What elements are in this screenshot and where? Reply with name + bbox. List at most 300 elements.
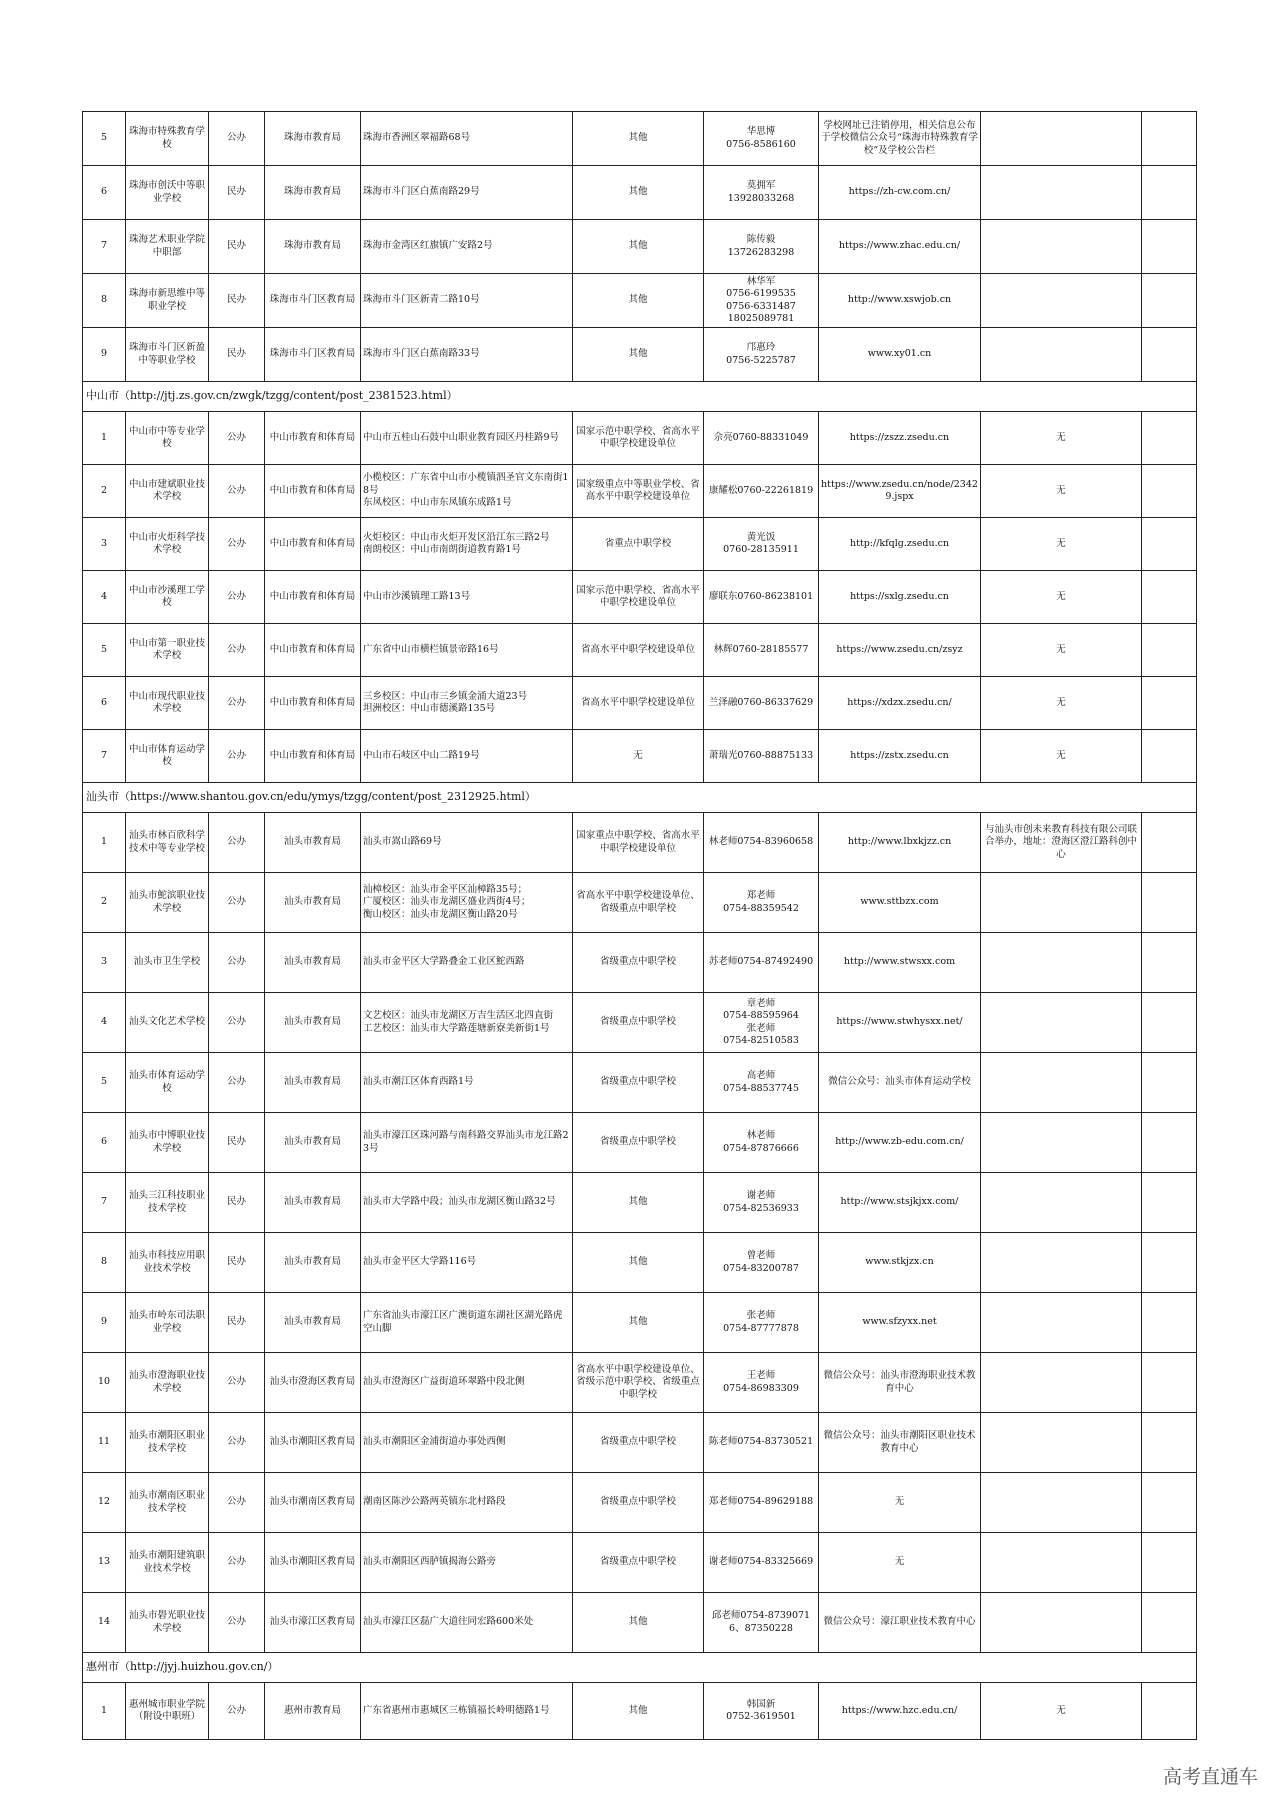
school-level-cell: 省级重点中职学校 — [573, 993, 704, 1053]
extra-cell — [1142, 328, 1197, 382]
school-name-cell: 中山市沙溪理工学校 — [126, 571, 209, 624]
row-number-cell: 11 — [83, 1413, 126, 1473]
remark-cell — [981, 1413, 1142, 1473]
school-name-cell: 汕头三江科技职业技术学校 — [126, 1173, 209, 1233]
row-number-cell: 6 — [83, 677, 126, 730]
table-row — [83, 1053, 1197, 1113]
remark-cell: 无 — [981, 730, 1142, 783]
school-name-cell: 汕头市澄海职业技术学校 — [126, 1353, 209, 1413]
school-name-cell: 惠州城市职业学院（附设中职班） — [126, 1683, 209, 1740]
table-row — [83, 993, 1197, 1053]
school-name-cell: 珠海市特殊教育学校 — [126, 112, 209, 166]
address-cell: 中山市五桂山石鼓中山职业教育园区丹桂路9号 — [361, 412, 573, 465]
section-header: 惠州市（http://jyj.huizhou.gov.cn/） — [83, 1653, 1197, 1683]
authority-cell: 汕头市潮南区教育局 — [265, 1473, 361, 1533]
contact-cell: 邱老师0754-87390716、87350228 — [704, 1593, 819, 1653]
school-name-cell: 汕头市体育运动学校 — [126, 1053, 209, 1113]
extra-cell — [1142, 465, 1197, 518]
row-number-cell: 14 — [83, 1593, 126, 1653]
school-type-cell: 公办 — [209, 571, 265, 624]
section-header-row — [83, 382, 1197, 412]
remark-cell — [981, 112, 1142, 166]
school-level-cell: 省高水平中职学校建设单位、省级重点中职学校 — [573, 873, 704, 933]
table-row — [83, 166, 1197, 220]
contact-cell: 王老师 0754-86983309 — [704, 1353, 819, 1413]
remark-cell: 无 — [981, 677, 1142, 730]
school-type-cell: 公办 — [209, 1683, 265, 1740]
school-name-cell: 汕头市潮南区职业技术学校 — [126, 1473, 209, 1533]
address-cell: 小榄校区：广东省中山市小榄镇泗圣官文东南街18号 东凤校区：中山市东凤镇东成路1号 — [361, 465, 573, 518]
school-level-cell: 省高水平中职学校建设单位 — [573, 677, 704, 730]
row-number-cell: 4 — [83, 571, 126, 624]
website-cell: http://www.lbxkjzz.cn — [819, 813, 981, 873]
row-number-cell: 12 — [83, 1473, 126, 1533]
school-name-cell: 汕头市中博职业技术学校 — [126, 1113, 209, 1173]
contact-cell: 郑老师0754-89629188 — [704, 1473, 819, 1533]
row-number-cell: 3 — [83, 518, 126, 571]
section-header-row — [83, 783, 1197, 813]
authority-cell: 中山市教育和体育局 — [265, 412, 361, 465]
authority-cell: 汕头市教育局 — [265, 1053, 361, 1113]
website-cell: www.stkjzx.cn — [819, 1233, 981, 1293]
row-number-cell: 2 — [83, 465, 126, 518]
school-level-cell: 其他 — [573, 274, 704, 328]
authority-cell: 中山市教育和体育局 — [265, 730, 361, 783]
contact-cell: 谢老师0754-83325669 — [704, 1533, 819, 1593]
row-number-cell: 8 — [83, 274, 126, 328]
address-cell: 汕头市澄海区广益街道环翠路中段北侧 — [361, 1353, 573, 1413]
table-row — [83, 274, 1197, 328]
website-cell: http://kfqlg.zsedu.cn — [819, 518, 981, 571]
contact-cell: 邝惠玲 0756-5225787 — [704, 328, 819, 382]
school-name-cell: 中山市建斌职业技术学校 — [126, 465, 209, 518]
remark-cell — [981, 1533, 1142, 1593]
address-cell: 广东省中山市横栏镇景帝路16号 — [361, 624, 573, 677]
extra-cell — [1142, 1683, 1197, 1740]
remark-cell: 无 — [981, 412, 1142, 465]
website-cell: http://www.stwsxx.com — [819, 933, 981, 993]
school-name-cell: 汕头文化艺术学校 — [126, 993, 209, 1053]
row-number-cell: 9 — [83, 328, 126, 382]
row-number-cell: 2 — [83, 873, 126, 933]
authority-cell: 汕头市教育局 — [265, 1293, 361, 1353]
school-level-cell: 国家示范中职学校、省高水平中职学校建设单位 — [573, 412, 704, 465]
address-cell: 汕樟校区：汕头市金平区汕樟路35号； 广厦校区：汕头市龙湖区盛业西街4号； 衡山校区：汕头市龙湖区衡山路20号 — [361, 873, 573, 933]
school-name-cell: 汕头市鮀滨职业技术学校 — [126, 873, 209, 933]
school-name-cell: 中山市体育运动学校 — [126, 730, 209, 783]
extra-cell — [1142, 220, 1197, 274]
remark-cell — [981, 1053, 1142, 1113]
contact-cell: 康耀松0760-22261819 — [704, 465, 819, 518]
table-row — [83, 112, 1197, 166]
website-cell: https://xdzx.zsedu.cn/ — [819, 677, 981, 730]
extra-cell — [1142, 677, 1197, 730]
contact-cell: 高老师 0754-88537745 — [704, 1053, 819, 1113]
remark-cell — [981, 1353, 1142, 1413]
website-cell: http://www.xswjob.cn — [819, 274, 981, 328]
extra-cell — [1142, 1473, 1197, 1533]
contact-cell: 韩国新 0752-3619501 — [704, 1683, 819, 1740]
school-name-cell: 珠海市新思维中等职业学校 — [126, 274, 209, 328]
contact-cell: 黄光饭 0760-28135911 — [704, 518, 819, 571]
extra-cell — [1142, 112, 1197, 166]
extra-cell — [1142, 993, 1197, 1053]
address-cell: 汕头市金平区大学路116号 — [361, 1233, 573, 1293]
website-cell: www.sttbzx.com — [819, 873, 981, 933]
school-name-cell: 汕头市卫生学校 — [126, 933, 209, 993]
extra-cell — [1142, 1593, 1197, 1653]
contact-cell: 陈传毅 13726283298 — [704, 220, 819, 274]
row-number-cell: 6 — [83, 166, 126, 220]
contact-cell: 曾老师 0754-83200787 — [704, 1233, 819, 1293]
school-name-cell: 珠海艺术职业学院中职部 — [126, 220, 209, 274]
website-cell: https://zh-cw.com.cn/ — [819, 166, 981, 220]
website-cell: 无 — [819, 1473, 981, 1533]
remark-cell — [981, 873, 1142, 933]
remark-cell: 无 — [981, 518, 1142, 571]
section-header-row — [83, 1653, 1197, 1683]
website-cell: http://www.stsjkjxx.com/ — [819, 1173, 981, 1233]
school-level-cell: 其他 — [573, 1593, 704, 1653]
website-cell: 无 — [819, 1533, 981, 1593]
authority-cell: 汕头市教育局 — [265, 813, 361, 873]
contact-cell: 华思博 0756-8586160 — [704, 112, 819, 166]
remark-cell — [981, 1593, 1142, 1653]
school-type-cell: 公办 — [209, 465, 265, 518]
table-row — [83, 1473, 1197, 1533]
address-cell: 汕头市潮阳区西胪镇揭海公路旁 — [361, 1533, 573, 1593]
address-cell: 火炬校区：中山市火炬开发区沿江东三路2号 南朗校区：中山市南朗街道教育路1号 — [361, 518, 573, 571]
school-level-cell: 省级重点中职学校 — [573, 1413, 704, 1473]
contact-cell: 林辉0760-28185577 — [704, 624, 819, 677]
contact-cell: 佘亮0760-88331049 — [704, 412, 819, 465]
remark-cell — [981, 1293, 1142, 1353]
remark-cell: 与汕头市创未来教育科技有限公司联合举办，地址：澄海区澄江路科创中心 — [981, 813, 1142, 873]
authority-cell: 汕头市教育局 — [265, 993, 361, 1053]
school-level-cell: 省级重点中职学校 — [573, 1053, 704, 1113]
school-type-cell: 民办 — [209, 166, 265, 220]
authority-cell: 珠海市教育局 — [265, 220, 361, 274]
extra-cell — [1142, 813, 1197, 873]
table-body — [83, 112, 1197, 1740]
table-row — [83, 933, 1197, 993]
school-level-cell: 其他 — [573, 166, 704, 220]
contact-cell: 廖联东0760-86238101 — [704, 571, 819, 624]
school-type-cell: 公办 — [209, 1593, 265, 1653]
authority-cell: 珠海市教育局 — [265, 166, 361, 220]
website-cell: 学校网址已注销停用，相关信息公布于学校微信公众号“珠海市特殊教育学校”及学校公告栏 — [819, 112, 981, 166]
contact-cell: 林老师0754-83960658 — [704, 813, 819, 873]
website-cell: https://www.stwhysxx.net/ — [819, 993, 981, 1053]
remark-cell — [981, 933, 1142, 993]
table-row — [83, 412, 1197, 465]
remark-cell — [981, 274, 1142, 328]
table-row — [83, 465, 1197, 518]
school-level-cell: 无 — [573, 730, 704, 783]
extra-cell — [1142, 1413, 1197, 1473]
school-name-cell: 汕头市礐光职业技术学校 — [126, 1593, 209, 1653]
school-level-cell: 省级重点中职学校 — [573, 1533, 704, 1593]
extra-cell — [1142, 873, 1197, 933]
website-cell: 微信公众号：濠江职业技术教育中心 — [819, 1593, 981, 1653]
row-number-cell: 5 — [83, 624, 126, 677]
remark-cell — [981, 1113, 1142, 1173]
school-type-cell: 公办 — [209, 112, 265, 166]
extra-cell — [1142, 1113, 1197, 1173]
school-level-cell: 其他 — [573, 112, 704, 166]
address-cell: 广东省汕头市濠江区广澳街道东湖社区湖光路虎空山脚 — [361, 1293, 573, 1353]
school-name-cell: 汕头市科技应用职业技术学校 — [126, 1233, 209, 1293]
school-name-cell: 汕头市潮阳区职业技术学校 — [126, 1413, 209, 1473]
row-number-cell: 7 — [83, 220, 126, 274]
school-level-cell: 国家示范中职学校、省高水平中职学校建设单位 — [573, 571, 704, 624]
table-row — [83, 813, 1197, 873]
row-number-cell: 6 — [83, 1113, 126, 1173]
remark-cell — [981, 166, 1142, 220]
school-level-cell: 省级重点中职学校 — [573, 933, 704, 993]
authority-cell: 惠州市教育局 — [265, 1683, 361, 1740]
row-number-cell: 13 — [83, 1533, 126, 1593]
address-cell: 珠海市金湾区红旗镇广安路2号 — [361, 220, 573, 274]
row-number-cell: 5 — [83, 112, 126, 166]
section-header: 汕头市（https://www.shantou.gov.cn/edu/ymys/tzgg/content/post_2312925.html） — [83, 783, 1197, 813]
address-cell: 潮南区陈沙公路两英镇东北村路段 — [361, 1473, 573, 1533]
school-name-cell: 汕头市潮阳建筑职业技术学校 — [126, 1533, 209, 1593]
extra-cell — [1142, 571, 1197, 624]
school-type-cell: 公办 — [209, 518, 265, 571]
extra-cell — [1142, 1533, 1197, 1593]
school-type-cell: 公办 — [209, 933, 265, 993]
remark-cell: 无 — [981, 1683, 1142, 1740]
authority-cell: 汕头市潮阳区教育局 — [265, 1413, 361, 1473]
row-number-cell: 4 — [83, 993, 126, 1053]
school-type-cell: 公办 — [209, 993, 265, 1053]
section-header: 中山市（http://jtj.zs.gov.cn/zwgk/tzgg/content/post_2381523.html） — [83, 382, 1197, 412]
school-name-cell: 中山市第一职业技术学校 — [126, 624, 209, 677]
school-level-cell: 国家级重点中等职业学校、省高水平中职学校建设单位 — [573, 465, 704, 518]
extra-cell — [1142, 518, 1197, 571]
address-cell: 中山市沙溪镇理工路13号 — [361, 571, 573, 624]
extra-cell — [1142, 1353, 1197, 1413]
table-row — [83, 518, 1197, 571]
remark-cell — [981, 220, 1142, 274]
authority-cell: 汕头市澄海区教育局 — [265, 1353, 361, 1413]
table-row — [83, 1173, 1197, 1233]
contact-cell: 谢老师 0754-82536933 — [704, 1173, 819, 1233]
row-number-cell: 8 — [83, 1233, 126, 1293]
school-name-cell: 珠海市创沃中等职业学校 — [126, 166, 209, 220]
school-type-cell: 公办 — [209, 730, 265, 783]
row-number-cell: 1 — [83, 412, 126, 465]
authority-cell: 珠海市斗门区教育局 — [265, 328, 361, 382]
website-cell: www.sfzyxx.net — [819, 1293, 981, 1353]
school-type-cell: 公办 — [209, 1473, 265, 1533]
website-cell: 微信公众号：汕头市潮阳区职业技术教育中心 — [819, 1413, 981, 1473]
remark-cell — [981, 1173, 1142, 1233]
remark-cell — [981, 1473, 1142, 1533]
remark-cell: 无 — [981, 465, 1142, 518]
school-level-cell: 省级重点中职学校 — [573, 1473, 704, 1533]
contact-cell: 张老师 0754-87777878 — [704, 1293, 819, 1353]
school-name-cell: 汕头市岭东司法职业学校 — [126, 1293, 209, 1353]
school-level-cell: 其他 — [573, 328, 704, 382]
address-cell: 汕头市濠江区珠河路与南科路交界汕头市龙江路23号 — [361, 1113, 573, 1173]
school-type-cell: 公办 — [209, 1413, 265, 1473]
website-cell: https://www.zsedu.cn/node/23429.jspx — [819, 465, 981, 518]
authority-cell: 汕头市潮阳区教育局 — [265, 1533, 361, 1593]
extra-cell — [1142, 412, 1197, 465]
authority-cell: 中山市教育和体育局 — [265, 518, 361, 571]
contact-cell: 章老师 0754-88595964 张老师 0754-82510583 — [704, 993, 819, 1053]
table-row — [83, 1113, 1197, 1173]
table-row — [83, 1413, 1197, 1473]
contact-cell: 郑老师 0754-88359542 — [704, 873, 819, 933]
table-row — [83, 1233, 1197, 1293]
row-number-cell: 1 — [83, 1683, 126, 1740]
website-cell: https://www.zsedu.cn/zsyz — [819, 624, 981, 677]
school-level-cell: 其他 — [573, 1233, 704, 1293]
school-type-cell: 民办 — [209, 1173, 265, 1233]
row-number-cell: 5 — [83, 1053, 126, 1113]
school-name-cell: 中山市火炬科学技术学校 — [126, 518, 209, 571]
extra-cell — [1142, 274, 1197, 328]
website-cell: https://zszz.zsedu.cn — [819, 412, 981, 465]
school-type-cell: 公办 — [209, 873, 265, 933]
authority-cell: 汕头市教育局 — [265, 873, 361, 933]
authority-cell: 珠海市斗门区教育局 — [265, 274, 361, 328]
extra-cell — [1142, 624, 1197, 677]
row-number-cell: 7 — [83, 1173, 126, 1233]
website-cell: http://www.zb-edu.com.cn/ — [819, 1113, 981, 1173]
address-cell: 汕头市潮阳区金浦街道办事处西侧 — [361, 1413, 573, 1473]
contact-cell: 陈老师0754-83730521 — [704, 1413, 819, 1473]
school-level-cell: 其他 — [573, 1173, 704, 1233]
address-cell: 汕头市嵩山路69号 — [361, 813, 573, 873]
table-row — [83, 220, 1197, 274]
website-cell: https://sxlg.zsedu.cn — [819, 571, 981, 624]
table-row — [83, 1683, 1197, 1740]
row-number-cell: 7 — [83, 730, 126, 783]
authority-cell: 中山市教育和体育局 — [265, 624, 361, 677]
table-row — [83, 328, 1197, 382]
school-type-cell: 公办 — [209, 1533, 265, 1593]
remark-cell: 无 — [981, 624, 1142, 677]
school-type-cell: 公办 — [209, 1053, 265, 1113]
address-cell: 汕头市金平区大学路叠金工业区鮀西路 — [361, 933, 573, 993]
contact-cell: 林老师 0754-87876666 — [704, 1113, 819, 1173]
address-cell: 珠海市斗门区白蕉南路33号 — [361, 328, 573, 382]
table-row — [83, 873, 1197, 933]
table-row — [83, 1593, 1197, 1653]
table-row — [83, 1293, 1197, 1353]
contact-cell: 苏老师0754-87492490 — [704, 933, 819, 993]
extra-cell — [1142, 166, 1197, 220]
remark-cell — [981, 1233, 1142, 1293]
address-cell: 中山市石岐区中山二路19号 — [361, 730, 573, 783]
address-cell: 珠海市斗门区新青二路10号 — [361, 274, 573, 328]
extra-cell — [1142, 933, 1197, 993]
contact-cell: 林华军 0756-6199535 0756-6331487 18025089781 — [704, 274, 819, 328]
authority-cell: 汕头市教育局 — [265, 933, 361, 993]
authority-cell: 中山市教育和体育局 — [265, 465, 361, 518]
website-cell: www.xy01.cn — [819, 328, 981, 382]
school-type-cell: 公办 — [209, 412, 265, 465]
authority-cell: 珠海市教育局 — [265, 112, 361, 166]
address-cell: 汕头市濠江区磊广大道往同宏路600米处 — [361, 1593, 573, 1653]
table-row — [83, 1353, 1197, 1413]
contact-cell: 莫拥军 13928033268 — [704, 166, 819, 220]
school-level-cell: 省级重点中职学校 — [573, 1113, 704, 1173]
school-level-cell: 其他 — [573, 220, 704, 274]
school-type-cell: 公办 — [209, 813, 265, 873]
website-cell: https://zstx.zsedu.cn — [819, 730, 981, 783]
contact-cell: 兰泽融0760-86337629 — [704, 677, 819, 730]
address-cell: 汕头市大学路中段；汕头市龙湖区衡山路32号 — [361, 1173, 573, 1233]
school-level-cell: 省高水平中职学校建设单位、省级示范中职学校、省级重点中职学校 — [573, 1353, 704, 1413]
row-number-cell: 3 — [83, 933, 126, 993]
website-cell: 微信公众号：汕头市体育运动学校 — [819, 1053, 981, 1113]
address-cell: 珠海市斗门区白蕉南路29号 — [361, 166, 573, 220]
row-number-cell: 10 — [83, 1353, 126, 1413]
extra-cell — [1142, 1053, 1197, 1113]
table-row — [83, 624, 1197, 677]
authority-cell: 中山市教育和体育局 — [265, 571, 361, 624]
contact-cell: 萧瑞光0760-88875133 — [704, 730, 819, 783]
school-type-cell: 民办 — [209, 1293, 265, 1353]
row-number-cell: 1 — [83, 813, 126, 873]
school-level-cell: 国家重点中职学校、省高水平中职学校建设单位 — [573, 813, 704, 873]
address-cell: 三乡校区：中山市三乡镇金涌大道23号 坦洲校区：中山市德溪路135号 — [361, 677, 573, 730]
school-type-cell: 民办 — [209, 1233, 265, 1293]
authority-cell: 汕头市教育局 — [265, 1233, 361, 1293]
address-cell: 文艺校区：汕头市龙湖区万吉生活区北四直街 工艺校区：汕头市大学路莲塘新寮美新街1号 — [361, 993, 573, 1053]
school-type-cell: 公办 — [209, 624, 265, 677]
school-name-cell: 珠海市斗门区新盈中等职业学校 — [126, 328, 209, 382]
authority-cell: 汕头市濠江区教育局 — [265, 1593, 361, 1653]
extra-cell — [1142, 1293, 1197, 1353]
authority-cell: 汕头市教育局 — [265, 1173, 361, 1233]
authority-cell: 汕头市教育局 — [265, 1113, 361, 1173]
school-type-cell: 民办 — [209, 1113, 265, 1173]
school-name-cell: 中山市中等专业学校 — [126, 412, 209, 465]
authority-cell: 中山市教育和体育局 — [265, 677, 361, 730]
school-type-cell: 公办 — [209, 677, 265, 730]
school-name-cell: 中山市现代职业技术学校 — [126, 677, 209, 730]
school-level-cell: 其他 — [573, 1293, 704, 1353]
website-cell: https://www.zhac.edu.cn/ — [819, 220, 981, 274]
table-row — [83, 571, 1197, 624]
school-list-table — [82, 111, 1197, 1740]
extra-cell — [1142, 1173, 1197, 1233]
school-type-cell: 民办 — [209, 328, 265, 382]
school-name-cell: 汕头市林百欣科学技术中等专业学校 — [126, 813, 209, 873]
row-number-cell: 9 — [83, 1293, 126, 1353]
table-row — [83, 730, 1197, 783]
school-type-cell: 民办 — [209, 220, 265, 274]
extra-cell — [1142, 730, 1197, 783]
address-cell: 汕头市潮江区体育西路1号 — [361, 1053, 573, 1113]
remark-cell: 无 — [981, 571, 1142, 624]
address-cell: 珠海市香洲区翠福路68号 — [361, 112, 573, 166]
table-row — [83, 1533, 1197, 1593]
address-cell: 广东省惠州市惠城区三栋镇福长岭明德路1号 — [361, 1683, 573, 1740]
school-level-cell: 其他 — [573, 1683, 704, 1740]
school-type-cell: 民办 — [209, 274, 265, 328]
website-cell: 微信公众号：汕头市澄海职业技术教育中心 — [819, 1353, 981, 1413]
remark-cell — [981, 993, 1142, 1053]
school-type-cell: 公办 — [209, 1353, 265, 1413]
website-cell: https://www.hzc.edu.cn/ — [819, 1683, 981, 1740]
